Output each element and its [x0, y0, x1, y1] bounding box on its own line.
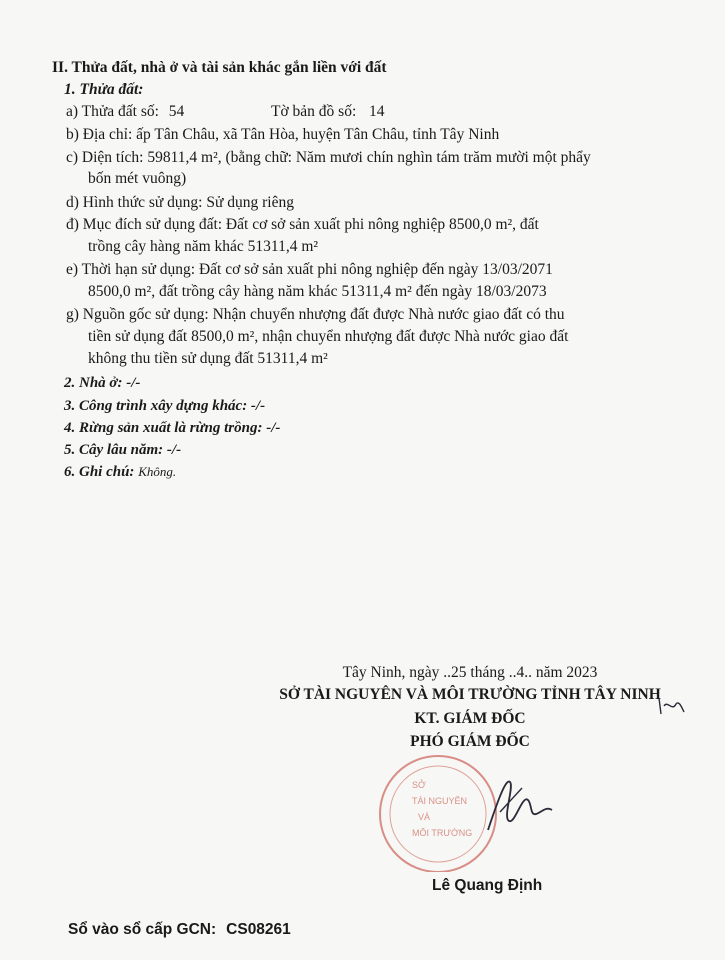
registry-code: CS08261 [226, 921, 291, 938]
construction-line: 3. Công trình xây dựng khác: -/- [64, 398, 266, 414]
registry-footer [68, 921, 291, 939]
note-line [64, 462, 176, 482]
perennial-line: 5. Cây lâu năm: -/- [64, 442, 182, 458]
note-label: 6. Ghi chú: [64, 464, 135, 480]
parcel-label: a) Thửa đất số: [66, 103, 159, 120]
signer-name: Lê Quang Định [432, 877, 543, 894]
note-value: Không. [138, 464, 177, 479]
term-line-1: e) Thời hạn sử dụng: Đất cơ sở sản xuất phi nông nghiệp đến ngày 13/03/2071 [66, 261, 553, 278]
issuing-authority: SỞ TÀI NGUYÊN VÀ MÔI TRƯỜNG TỈNH TÂY NINH [279, 686, 661, 703]
usage-form-line: d) Hình thức sử dụng: Sử dụng riêng [66, 194, 294, 211]
handwritten-signature [478, 770, 558, 840]
svg-text:VÀ: VÀ [418, 812, 431, 822]
map-label: Tờ bản đồ số: [271, 103, 357, 120]
address-line: b) Địa chỉ: ấp Tân Châu, xã Tân Hòa, huyện Tân Châu, tỉnh Tây Ninh [66, 126, 500, 143]
purpose-line-2: trồng cây hàng năm khác 51311,4 m² [88, 238, 319, 255]
svg-text:TÀI NGUYÊN: TÀI NGUYÊN [412, 796, 468, 806]
parcel-row [66, 102, 385, 122]
house-line: 2. Nhà ở: -/- [64, 375, 141, 391]
parcel-number: 54 [168, 103, 185, 120]
purpose-line-1: đ) Mục đích sử dụng đất: Đất cơ sở sản xuất phi nông nghiệp 8500,0 m², đất [66, 216, 539, 233]
term-line-2: 8500,0 m², đất trồng cây hàng năm khác 51311,4 m² đến ngày 18/03/2073 [88, 283, 547, 300]
svg-text:SỞ: SỞ [412, 780, 426, 790]
svg-text:MÔI TRƯỜNG: MÔI TRƯỜNG [412, 828, 473, 838]
signing-date: Tây Ninh, ngày ..25 tháng ..4.. năm 2023 [342, 664, 598, 681]
origin-line-1: g) Nguồn gốc sử dụng: Nhận chuyển nhượng đất được Nhà nước giao đất có thu [66, 306, 565, 323]
area-line-1: c) Diện tích: 59811,4 m², (bằng chữ: Năm mươi chín nghìn tám trăm mười một phẩy [66, 149, 591, 166]
signer-title-1: KT. GIÁM ĐỐC [414, 710, 526, 727]
land-heading: 1. Thửa đất: [64, 81, 144, 98]
map-number: 14 [369, 103, 385, 120]
area-line-2: bốn mét vuông) [88, 170, 187, 187]
forest-line: 4. Rừng sản xuất là rừng trồng: -/- [64, 420, 281, 436]
initials-mark [656, 694, 686, 720]
signer-title-2: PHÓ GIÁM ĐỐC [410, 733, 530, 750]
origin-line-3: không thu tiền sử dụng đất 51311,4 m² [88, 350, 328, 367]
origin-line-2: tiền sử dụng đất 8500,0 m², nhận chuyển nhượng đất được Nhà nước giao đất [88, 328, 569, 345]
registry-label: Sổ vào sổ cấp GCN: [68, 921, 217, 938]
section-heading: II. Thửa đất, nhà ở và tài sản khác gắn liền với đất [52, 59, 387, 76]
